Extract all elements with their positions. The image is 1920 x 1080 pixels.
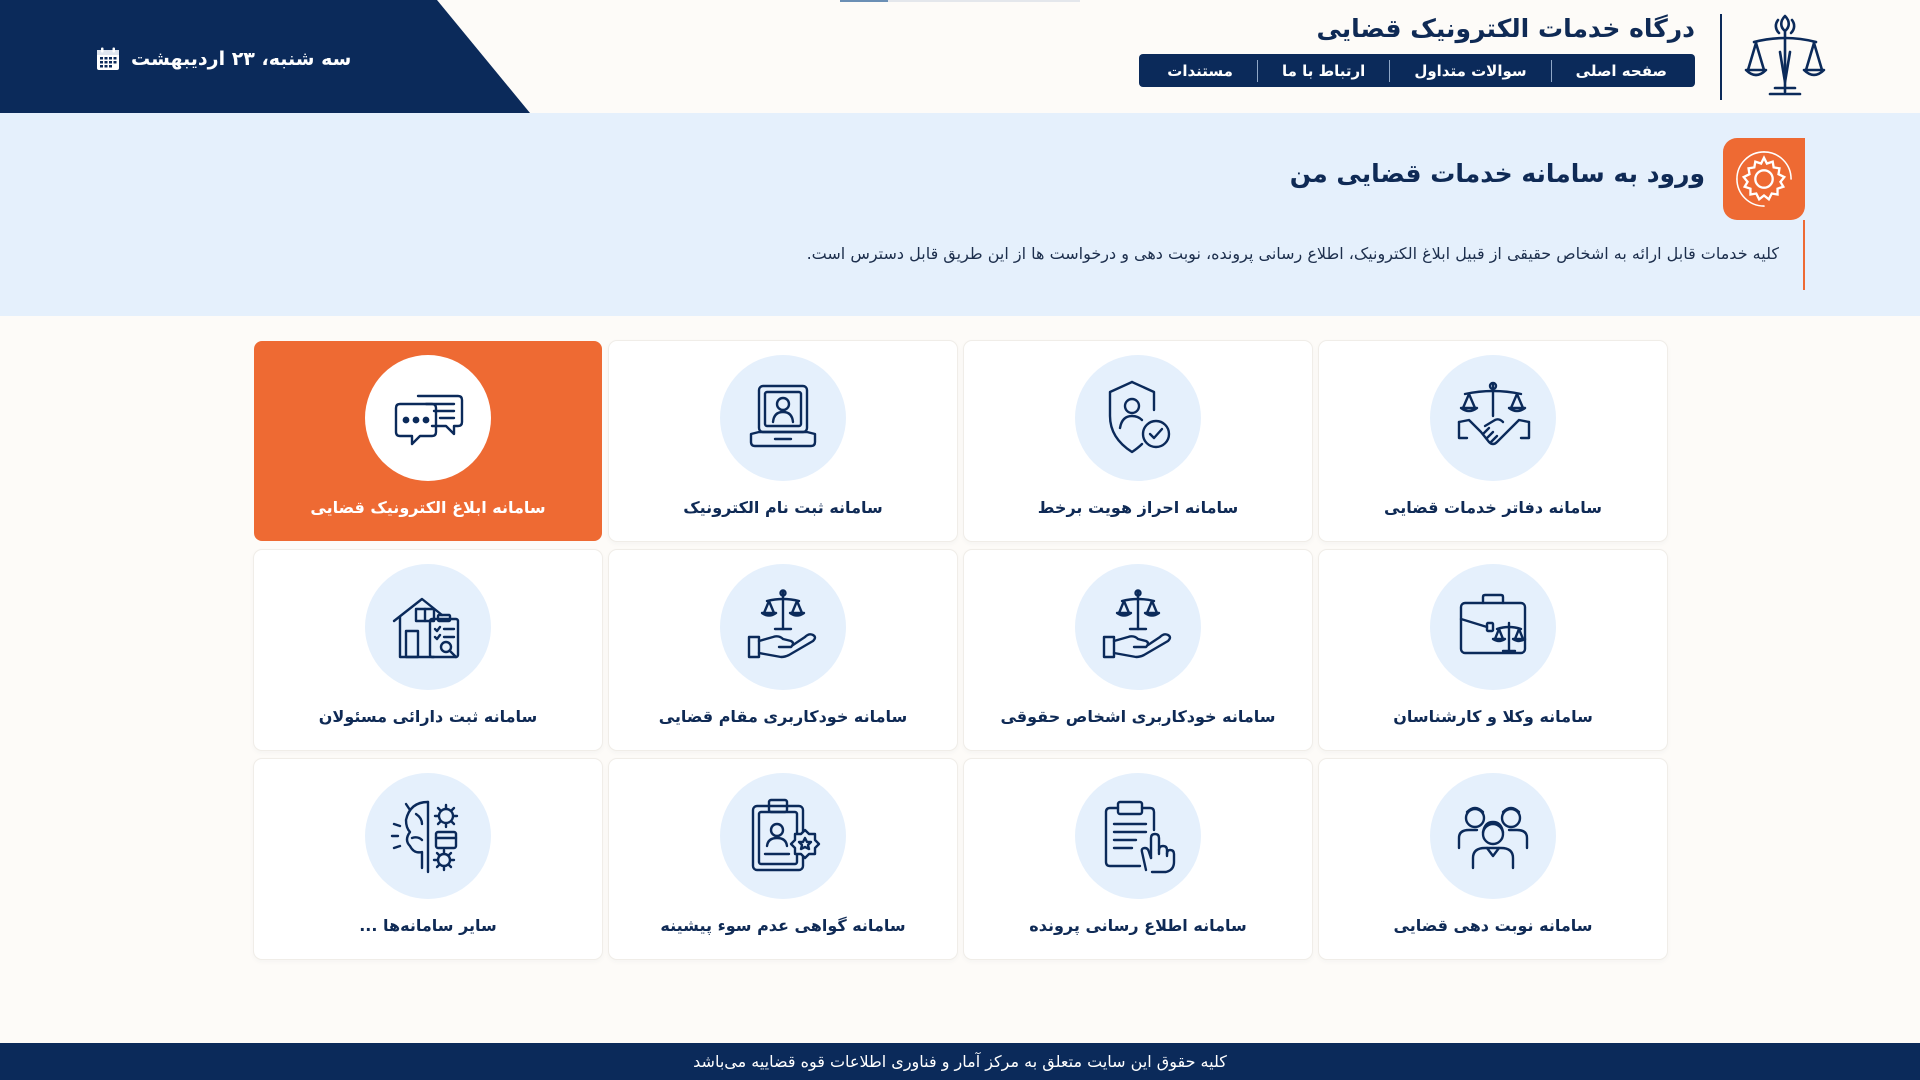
service-icon-circle	[1430, 773, 1556, 899]
settings-gear-icon	[1723, 138, 1805, 220]
header-divider	[1720, 14, 1722, 100]
service-card-legal-entities[interactable]	[964, 550, 1312, 750]
briefcase-scales-icon	[1451, 585, 1535, 669]
service-card-e-notification[interactable]	[254, 341, 602, 541]
building-checklist-icon	[386, 585, 470, 669]
clipboard-badge-icon	[741, 794, 825, 878]
copyright-text: کلیه حقوق این سایت متعلق به مرکز آمار و فناوری اطلاعات قوه قضاییه می‌باشد	[693, 1052, 1227, 1071]
judiciary-emblem-icon	[1742, 12, 1828, 102]
date-text: سه شنبه، ۲۳ اردیبهشت	[131, 48, 352, 70]
people-group-icon	[1451, 794, 1535, 878]
service-icon-circle	[1075, 355, 1201, 481]
intro-banner	[0, 113, 1920, 316]
service-icon-circle	[365, 564, 491, 690]
calendar-icon	[95, 46, 121, 72]
service-card-e-registration[interactable]	[609, 341, 957, 541]
hand-scales-icon	[1096, 585, 1180, 669]
service-label: سامانه ثبت نام الکترونیک	[683, 498, 883, 517]
service-icon-circle	[720, 564, 846, 690]
intro-title: ورود به سامانه خدمات قضایی من	[1289, 159, 1705, 188]
nav-home[interactable]: صفحه اصلی	[1551, 60, 1691, 82]
service-label: سامانه اطلاع رسانی پرونده	[1029, 916, 1247, 935]
nav-docs[interactable]: مستندات	[1167, 61, 1233, 80]
shield-user-check-icon	[1096, 376, 1180, 460]
service-icon-circle	[720, 355, 846, 481]
service-card-lawyers-experts[interactable]	[1319, 550, 1667, 750]
service-label: سامانه احراز هویت برخط	[1037, 498, 1239, 517]
nav-contact[interactable]: ارتباط با ما	[1257, 60, 1389, 82]
services-grid	[254, 341, 1667, 959]
service-icon-circle	[1430, 564, 1556, 690]
service-icon-circle	[720, 773, 846, 899]
service-label: سامانه گواهی عدم سوء پیشینه	[660, 916, 906, 935]
service-icon-circle	[1430, 355, 1556, 481]
service-card-officials-assets[interactable]	[254, 550, 602, 750]
service-icon-circle	[365, 773, 491, 899]
nav-faq[interactable]: سوالات متداول	[1389, 60, 1550, 82]
top-progress-strip	[840, 0, 1080, 2]
service-label: سامانه خودکاربری مقام قضایی	[658, 707, 908, 726]
service-card-case-information[interactable]	[964, 759, 1312, 959]
service-label: سامانه وکلا و کارشناسان	[1393, 707, 1593, 726]
service-card-judicial-appointments[interactable]	[1319, 759, 1667, 959]
brain-gear-icon	[386, 794, 470, 878]
service-label: سایر سامانه‌ها ...	[359, 916, 497, 935]
site-title: درگاه خدمات الکترونیک قضایی	[1316, 14, 1695, 43]
service-card-online-identity[interactable]	[964, 341, 1312, 541]
intro-accent-line	[1803, 220, 1805, 290]
hand-scales-icon	[741, 585, 825, 669]
service-label: سامانه دفاتر خدمات قضایی	[1384, 498, 1602, 517]
laptop-user-icon	[741, 376, 825, 460]
clipboard-hand-icon	[1096, 794, 1180, 878]
service-card-other-systems[interactable]	[254, 759, 602, 959]
service-card-judicial-offices[interactable]	[1319, 341, 1667, 541]
intro-description: کلیه خدمات قابل ارائه به اشخاص حقیقی از قبیل ابلاغ الکترونیک، اطلاع رسانی پرونده، نوبت دهی و درخواست ها از این طریق قابل دسترس است.	[806, 244, 1779, 263]
service-icon-circle	[1075, 773, 1201, 899]
site-footer	[0, 1043, 1920, 1080]
main-nav	[1139, 54, 1695, 87]
service-card-no-criminal-record[interactable]	[609, 759, 957, 959]
service-icon-circle	[365, 355, 491, 481]
service-label: سامانه خودکاربری اشخاص حقوقی	[1000, 707, 1276, 726]
site-header	[0, 0, 1920, 113]
date-display	[95, 44, 351, 74]
scales-handshake-icon	[1451, 376, 1535, 460]
chat-bubbles-icon	[386, 376, 470, 460]
service-icon-circle	[1075, 564, 1201, 690]
service-label: سامانه ابلاغ الکترونیک قضایی	[310, 498, 546, 517]
service-label: سامانه نوبت دهی قضایی	[1393, 916, 1593, 935]
service-card-judicial-authority[interactable]	[609, 550, 957, 750]
service-label: سامانه ثبت دارائی مسئولان	[318, 707, 538, 726]
